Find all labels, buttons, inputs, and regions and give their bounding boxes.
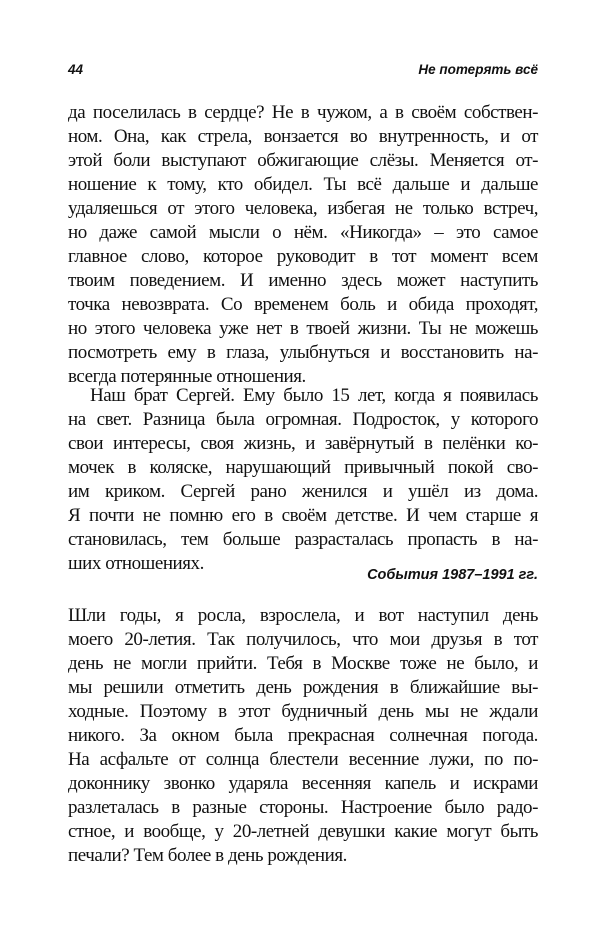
text-line: точка невозврата. Со временем боль и обида проходят, (68, 294, 538, 315)
text-line: На асфальте от солнца блестели весенние лужи, по по- (68, 749, 538, 770)
text-line: Шли годы, я росла, взрослела, и вот наступил день (68, 605, 538, 626)
text-line: свои интересы, своя жизнь, и завёрнутый в пелёнки ко- (68, 433, 538, 454)
text-line: посмотреть ему в глаза, улыбнуться и восстановить на- (68, 342, 538, 363)
text-line: на свет. Разница была огромная. Подросток, у которого (68, 409, 538, 430)
text-line: моего 20-летия. Так получилось, что мои друзья в тот (68, 629, 538, 650)
text-line: мочек в коляске, нарушающий привычный покой сво- (68, 457, 538, 478)
text-line: главное слово, которое руководит в тот момент всем (68, 246, 538, 267)
text-line: печали? Тем более в день рождения. (68, 845, 347, 866)
text-line: твоим поведением. И именно здесь может наступить (68, 270, 538, 291)
section-subheading: События 1987–1991 гг. (367, 567, 538, 583)
text-line: ходные. Поэтому в этот будничный день мы не ждали (68, 701, 538, 722)
text-line: Наш брат Сергей. Ему было 15 лет, когда я появилась (90, 385, 538, 406)
text-line: да поселилась в сердце? Не в чужом, а в своём собствен- (68, 102, 538, 123)
text-line: этой боли выступают обжигающие слёзы. Меняется от- (68, 150, 538, 171)
text-line: Я почти не помню его в своём детстве. И чем старше я (68, 505, 538, 526)
text-line: день не могли прийти. Тебя в Москве тоже не было, и (68, 653, 538, 674)
running-header (68, 62, 538, 84)
text-line: становилась, тем больше разрасталась пропасть в на- (68, 529, 538, 550)
text-line: ших отношениях. (68, 553, 204, 574)
text-line: ном. Она, как стрела, вонзается во внутренность, и от (68, 126, 538, 147)
text-line: доконнику звонко ударяла весенняя капель и искрами (68, 773, 538, 794)
text-line: им криком. Сергей рано женился и ушёл из дома. (68, 481, 538, 502)
text-line: ношение к тому, кто обидел. Ты всё дальше и дальше (68, 174, 538, 195)
text-line: удаляешься от этого человека, избегая не только встреч, (68, 198, 538, 219)
text-line: мы решили отметить день рождения в ближайшие вы- (68, 677, 538, 698)
running-title: Не потерять всё (418, 62, 538, 77)
text-line: стное, и вообще, у 20-летней девушки какие могут быть (68, 821, 538, 842)
text-line: всегда потерянные отношения. (68, 366, 306, 387)
text-line: разлеталась в разные стороны. Настроение было радо- (68, 797, 538, 818)
text-line: никого. За окном была прекрасная солнечная погода. (68, 725, 538, 746)
page-number: 44 (68, 62, 84, 77)
text-line: но даже самой мысли о нём. «Никогда» – это самое (68, 222, 538, 243)
text-line: но этого человека уже нет в твоей жизни. Ты не можешь (68, 318, 538, 339)
